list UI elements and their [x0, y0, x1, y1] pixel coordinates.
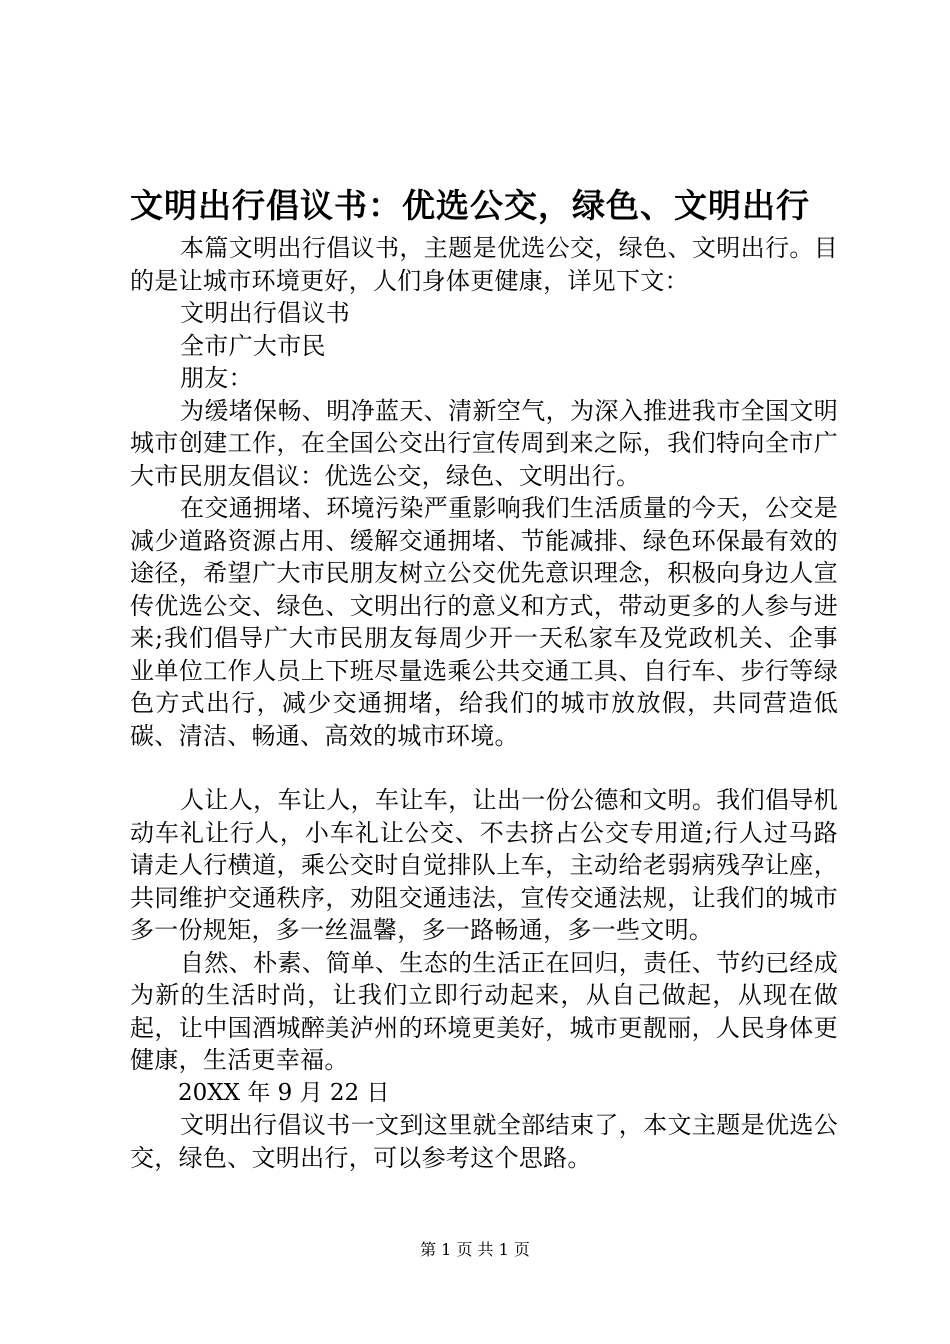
- document-body: [130, 232, 838, 1174]
- body-paragraph-3: 人让人，车让人，车让车，让出一份公德和文明。我们倡导机动车礼让行人，小车礼让公交、不去挤占公交专用道;行人过马路请走人行横道，乘公交时自觉排队上车，主动给老弱病残孕让座，共同维护交通秩序，劝阻交通违法，宣传交通法规，让我们的城市多一份规矩，多一丝温馨，多一路畅通，多一些文明。: [130, 786, 838, 944]
- paragraph-spacer: [130, 752, 838, 784]
- page-footer: 第 1 页 共 1 页: [420, 1240, 530, 1259]
- body-paragraph-4: 自然、朴素、简单、生态的生活正在回归，责任、节约已经成为新的生活时尚，让我们立即行动起来，从自己做起，从现在做起，让中国酒城醉美泸州的环境更美好，城市更靓丽，人民身体更健康，生活更幸福。: [130, 948, 838, 1074]
- salutation-line-1: 全市广大市民: [180, 331, 326, 360]
- intro-paragraph: 本篇文明出行倡议书，主题是优选公交，绿色、文明出行。目的是让城市环境更好，人们身体更健康，详见下文：: [130, 234, 838, 295]
- body-paragraph-2: 在交通拥堵、环境污染严重影响我们生活质量的今天，公交是减少道路资源占用、缓解交通拥堵、节能减排、绿色环保最有效的途径，希望广大市民朋友树立公交优先意识理念，积极向身边人宣传优选公交、绿色、文明出行的意义和方式，带动更多的人参与进来;我们倡导广大市民朋友每周少开一天私家车及党政机关、企事业单位工作人员上下班尽量选乘公共交通工具、自行车、步行等绿色方式出行，减少交通拥堵，给我们的城市放放假，共同营造低碳、清洁、畅通、高效的城市环境。: [130, 494, 838, 750]
- body-paragraph-1: 为缓堵保畅、明净蓝天、清新空气，为深入推进我市全国文明城市创建工作，在全国公交出行宣传周到来之际，我们特向全市广大市民朋友倡议：优选公交，绿色、文明出行。: [130, 396, 838, 490]
- document-title: 文明出行倡议书：优选公交，绿色、文明出行: [130, 186, 810, 225]
- letter-date: 20XX 年 9 月 22 日: [178, 1079, 390, 1106]
- salutation-line-2: 朋友：: [180, 364, 253, 392]
- letter-heading: 文明出行倡议书: [180, 299, 351, 327]
- closing-paragraph: 文明出行倡议书一文到这里就全部结束了，本文主题是优选公交，绿色、文明出行，可以参考这个思路。: [130, 1111, 838, 1172]
